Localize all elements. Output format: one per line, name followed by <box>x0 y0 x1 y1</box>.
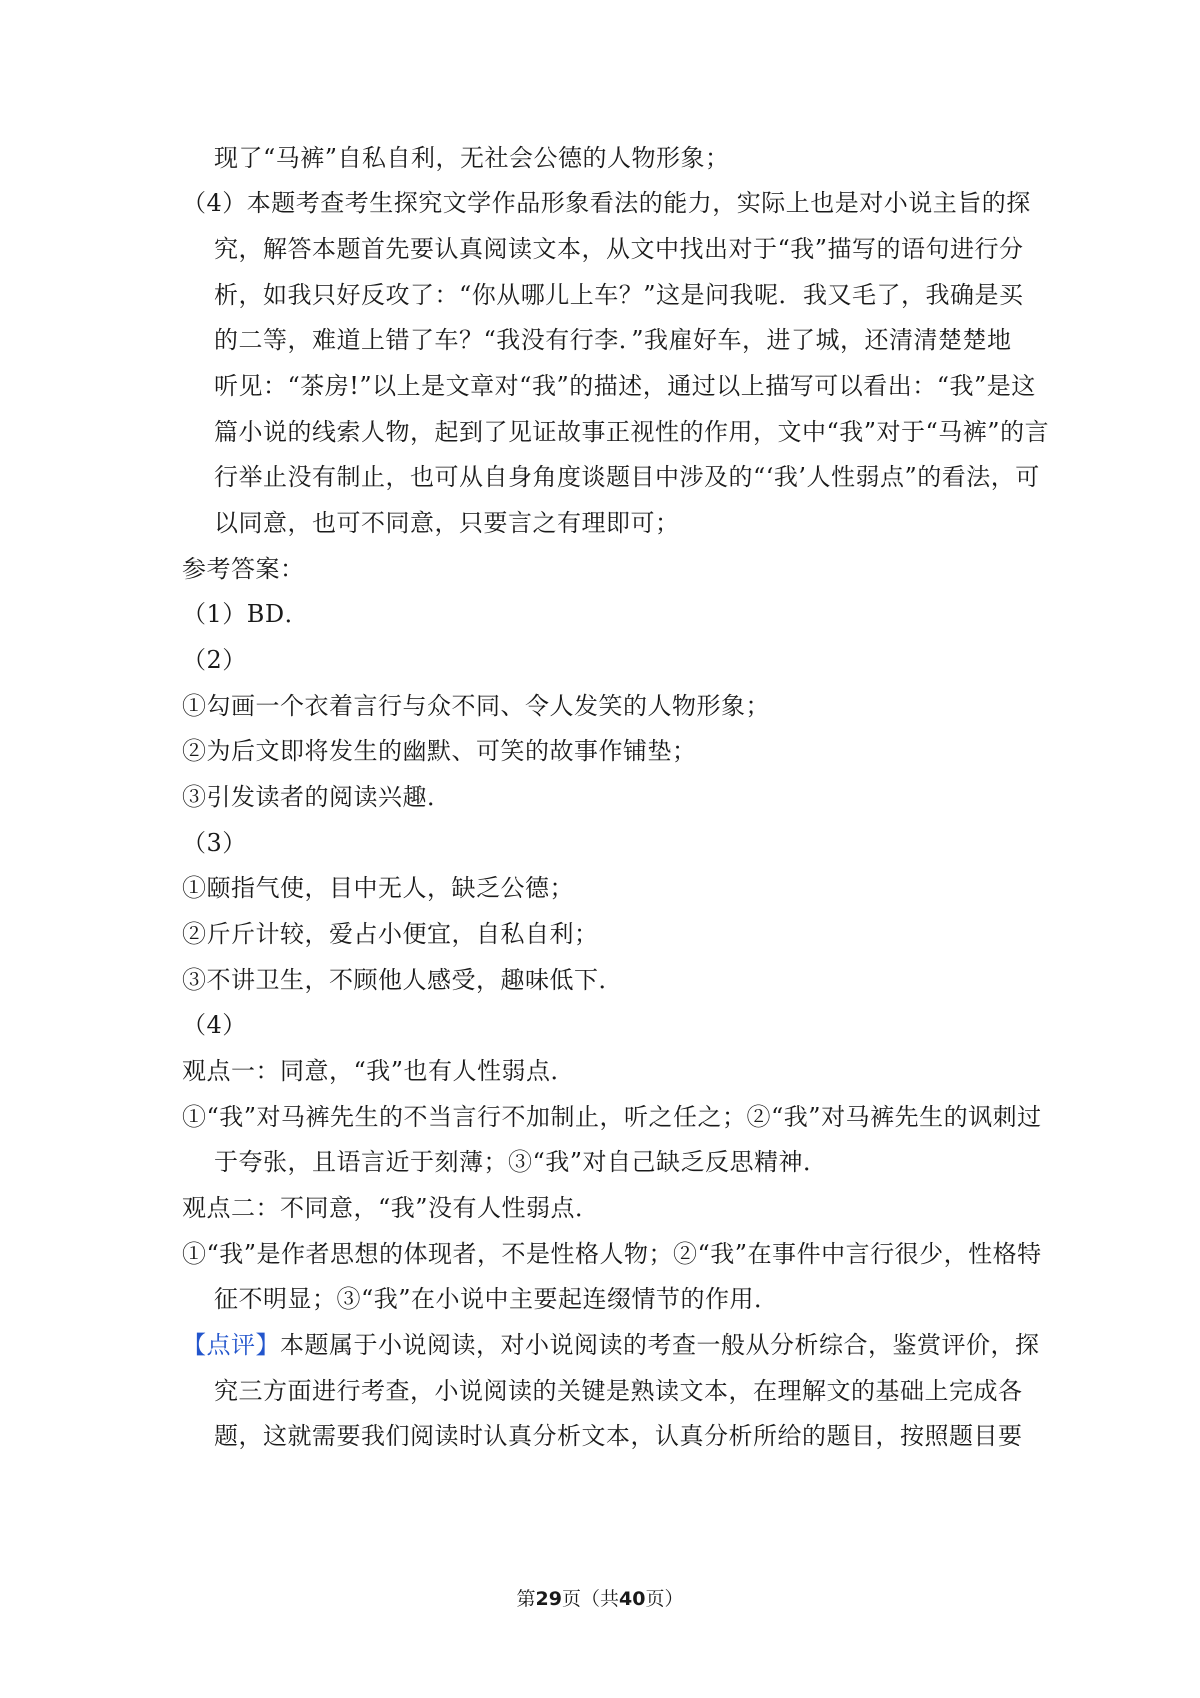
answer-heading: 参考答案： <box>182 555 305 583</box>
comment-label: 【点评】 <box>182 1331 280 1359</box>
comment-line: 题，这就需要我们阅读时认真分析文本，认真分析所给的题目，按照题目要 <box>214 1422 1023 1450</box>
analysis-item-4-line: 究，解答本题首先要认真阅读文本，从文中找出对于“我”描写的语句进行分 <box>214 235 1024 263</box>
analysis-item-4-line: 听见：“茶房!”以上是文章对“我”的描述，通过以上描写可以看出：“我”是这 <box>214 372 1036 400</box>
analysis-item-4-line: （4）本题考查考生探究文学作品形象看法的能力，实际上也是对小说主旨的探 <box>182 189 1031 217</box>
answer-part-1: （1）BD． <box>182 600 310 628</box>
analysis-item-4-line: 篇小说的线索人物，起到了见证故事正视性的作用，文中“我”对于“马裤”的言 <box>214 418 1050 446</box>
analysis-item-4-line: 以同意，也可不同意，只要言之有理即可； <box>214 509 680 537</box>
answer-part-3-label: （3） <box>182 829 247 857</box>
answer-part-2-item: ①勾画一个衣着言行与众不同、令人发笑的人物形象； <box>182 692 770 720</box>
comment-first-line <box>182 1327 1040 1363</box>
answer-part-3-item: ②斤斤计较，爱占小便宜，自私自利； <box>182 920 599 948</box>
view-2-line: 征不明显；③“我”在小说中主要起连缀情节的作用． <box>214 1285 779 1313</box>
view-2-title: 观点二：不同意，“我”没有人性弱点． <box>182 1194 600 1222</box>
footer-prefix: 第 <box>516 1588 536 1610</box>
answer-part-4-label: （4） <box>182 1011 247 1039</box>
view-1-line: 于夸张，且语言近于刻薄；③“我”对自己缺乏反思精神． <box>214 1148 828 1176</box>
comment-line: 究三方面进行考查，小说阅读的关键是熟读文本，在理解文的基础上完成各 <box>214 1377 1023 1405</box>
answer-part-2-item: ②为后文即将发生的幽默、可笑的故事作铺垫； <box>182 737 697 765</box>
answer-part-3-item: ③不讲卫生，不顾他人感受，趣味低下． <box>182 966 623 994</box>
footer-suffix: 页） <box>645 1588 684 1610</box>
analysis-item-4-line: 析，如我只好反攻了：“你从哪儿上车？”这是问我呢．我又毛了，我确是买 <box>214 281 1024 309</box>
analysis-item-4-line: 的二等，难道上错了车？“我没有行李．”我雇好车，进了城，还清清楚楚地 <box>214 326 1012 354</box>
view-2-line: ①“我”是作者思想的体现者，不是性格人物；②“我”在事件中言行很少，性格特 <box>182 1240 1042 1268</box>
footer-middle: 页（共 <box>561 1588 619 1610</box>
analysis-item-4-line: 行举止没有制止，也可从自身角度谈题目中涉及的“‘我’人性弱点”的看法，可 <box>214 463 1040 491</box>
footer-total-pages: 40 <box>619 1588 646 1610</box>
page-footer <box>0 1585 1200 1613</box>
analysis-line-3-end: 现了“马裤”自私自利，无社会公德的人物形象； <box>214 144 730 172</box>
view-1-title: 观点一：同意，“我”也有人性弱点． <box>182 1057 576 1085</box>
answer-part-2-item: ③引发读者的阅读兴趣． <box>182 783 452 811</box>
answer-part-3-item: ①颐指气使，目中无人，缺乏公德； <box>182 874 574 902</box>
comment-text: 本题属于小说阅读，对小说阅读的考查一般从分析综合，鉴赏评价，探 <box>280 1331 1040 1359</box>
answer-part-2-label: （2） <box>182 646 247 674</box>
footer-page-number: 29 <box>535 1588 562 1610</box>
view-1-line: ①“我”对马裤先生的不当言行不加制止，听之任之；②“我”对马裤先生的讽刺过 <box>182 1103 1042 1131</box>
